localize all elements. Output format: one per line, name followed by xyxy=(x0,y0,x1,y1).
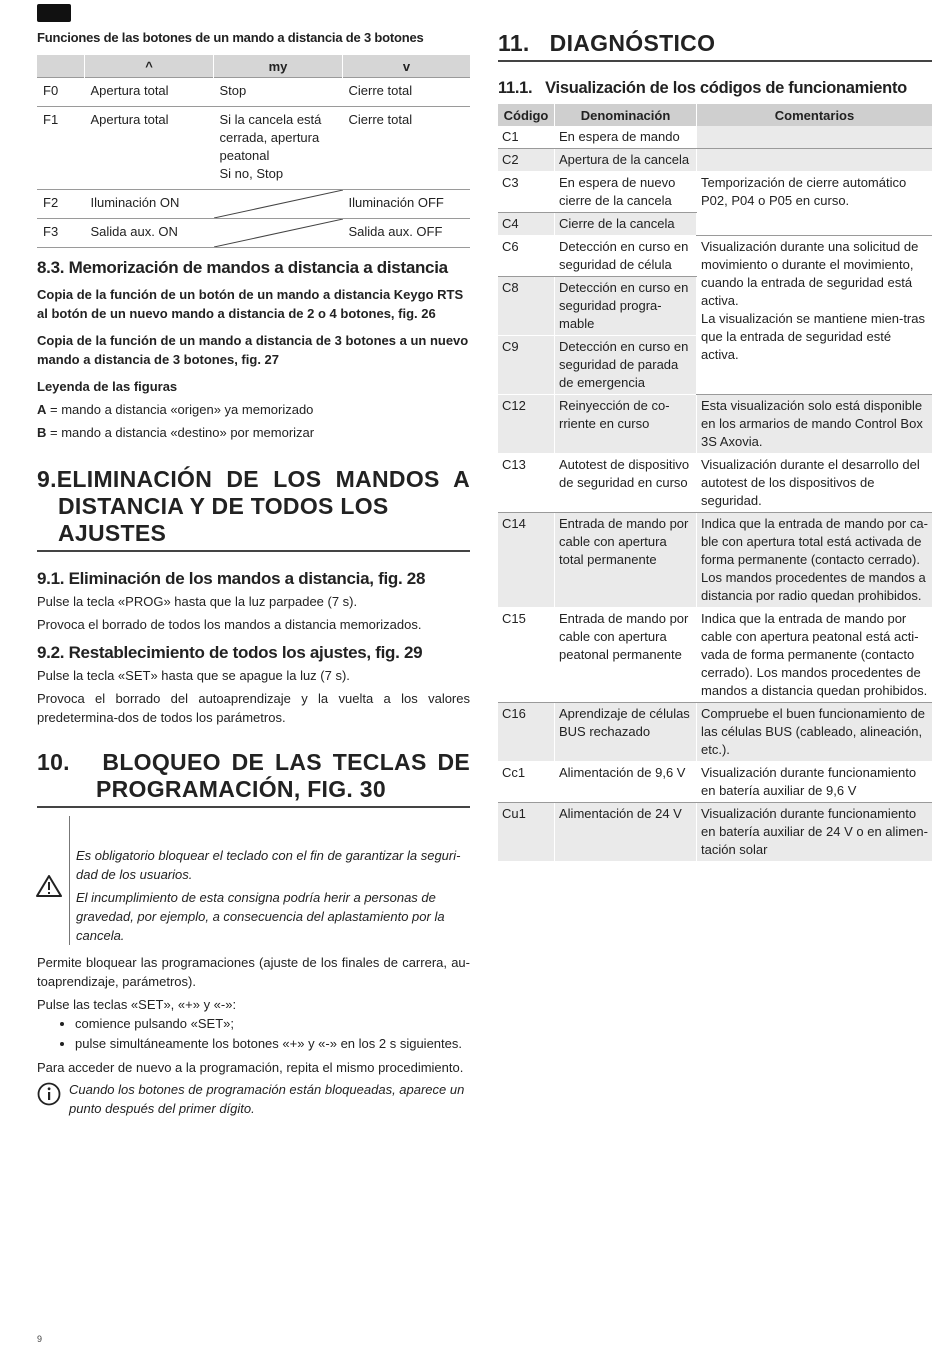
section-10-paragraph-3: Para acceder de nuevo a la programación, repita el mismo procedimiento. xyxy=(37,1060,464,1075)
function-code: F3 xyxy=(37,219,85,248)
legend-title: Leyenda de las figuras xyxy=(37,379,178,394)
table-row xyxy=(37,190,470,219)
warning-triangle-icon xyxy=(36,874,62,898)
language-tab xyxy=(37,4,71,22)
function-down: Iluminación OFF xyxy=(343,190,471,219)
function-table-header-up: ^ xyxy=(85,55,214,78)
diagnostic-table xyxy=(498,104,932,862)
list-item: • pulse simultáneamente los botones «+» y «-» en los 2 s siguientes. xyxy=(75,1034,470,1054)
section-11-title: 11. DIAGNÓSTICO xyxy=(498,30,932,62)
diagnostic-name: Entrada de mando por cable con apertura total permanente xyxy=(555,513,697,608)
table-row xyxy=(498,126,932,149)
diagnostic-name: Aprendizaje de células BUS rechazado xyxy=(555,703,697,762)
info-text: Cuando los botones de programación están bloqueadas, aparece un punto después del primer dígito. xyxy=(69,1082,465,1116)
legend-a xyxy=(37,400,470,419)
diagnostic-name: Reinyección de co-rriente en curso xyxy=(555,395,697,454)
table-row xyxy=(498,703,932,762)
table-row xyxy=(498,454,932,513)
warning-paragraph-1: Es obligatorio bloquear el teclado con el fin de garantizar la seguri-dad de los usuarios. xyxy=(76,848,461,882)
section-8-3-paragraph-2: Copia de la función de un mando a distancia de 3 botones a un nuevo mando a distancia de 3 botones, fig. 27 xyxy=(37,333,469,367)
info-note xyxy=(37,1080,470,1118)
diagnostic-header-code: Código xyxy=(498,104,555,126)
diagnostic-name: Cierre de la cancela xyxy=(555,213,697,236)
section-9-1-paragraph-1: Pulse la tecla «PROG» hasta que la luz parpadee (7 s). xyxy=(37,594,358,609)
function-table-header-code xyxy=(37,55,85,78)
diagnostic-comment: Esta visualización solo está disponible en los armarios de mando Control Box 3S Axovia. xyxy=(697,395,933,454)
diagnostic-code: C8 xyxy=(498,277,555,336)
diagnostic-comment: Compruebe el buen funcionamiento de las células BUS (cableado, alineación, etc.). xyxy=(697,703,933,762)
diagnostic-comment: Indica que la entrada de mando por ca-ble con apertura total está activada de forma permanente (contacto cerrado). Los mandos procedentes de mandos a distancia por radio quedan prohibidos. xyxy=(697,513,933,608)
function-code: F1 xyxy=(37,107,85,190)
function-table-header-down: v xyxy=(343,55,471,78)
diagnostic-name: Alimentación de 24 V xyxy=(555,803,697,862)
table-row xyxy=(37,219,470,248)
diagnostic-code: C15 xyxy=(498,608,555,703)
diagnostic-name: Detección en curso en seguridad progra-mable xyxy=(555,277,697,336)
function-code: F2 xyxy=(37,190,85,219)
page-number: 9 xyxy=(37,1334,43,1344)
function-up: Apertura total xyxy=(85,107,214,190)
table-row xyxy=(498,803,932,862)
function-my: Stop xyxy=(214,78,343,107)
section-10-title-line-1: 10. BLOQUEO DE LAS TECLAS DE xyxy=(37,749,470,775)
table-row xyxy=(498,172,932,213)
section-9-title-line-2: DISTANCIA Y DE TODOS LOS AJUSTES xyxy=(58,493,389,546)
diagnostic-comment xyxy=(697,149,933,172)
warning-box xyxy=(69,816,470,945)
legend-b xyxy=(37,423,470,442)
legend-b-text: = mando a distancia «destino» por memorizar xyxy=(46,425,315,440)
diagonal-strike xyxy=(214,190,343,218)
function-my-empty xyxy=(214,219,343,248)
function-down: Salida aux. OFF xyxy=(343,219,471,248)
diagnostic-comment: Indica que la entrada de mando por cable con apertura peatonal está acti-vada de forma permanente (contacto cerrado). Los mandos procedentes de mandos a distancia quedan prohibidos. xyxy=(697,608,933,703)
info-icon xyxy=(37,1082,61,1106)
table-row xyxy=(498,513,932,608)
function-up: Apertura total xyxy=(85,78,214,107)
table-row xyxy=(37,78,470,107)
diagnostic-name: Alimentación de 9,6 V xyxy=(555,762,697,803)
section-8-3-title: 8.3. Memorización de mandos a distancia a distancia xyxy=(37,258,448,277)
function-up: Salida aux. ON xyxy=(85,219,214,248)
diagnostic-name: Autotest de dispositivo de seguridad en curso xyxy=(555,454,697,513)
function-table-header-my: my xyxy=(214,55,343,78)
section-8-3-paragraph-1: Copia de la función de un botón de un mando a distancia Keygo RTS al botón de un nuevo mando a distancia de 2 o 4 botones, fig. 26 xyxy=(37,287,464,321)
diagnostic-comment xyxy=(697,126,933,149)
diagnostic-code: C14 xyxy=(498,513,555,608)
section-10-title-line-2: PROGRAMACIÓN, FIG. 30 xyxy=(96,776,386,802)
warning-paragraph-2: El incumplimiento de esta consigna podría herir a personas de gravedad, por ejemplo, a consecuencia del aplastamiento por la cancela. xyxy=(76,890,445,943)
diagnostic-name: En espera de nuevo cierre de la cancela xyxy=(555,172,697,213)
diagnostic-comment: Visualización durante funcionamiento en batería auxiliar de 24 V o en alimen-tación solar xyxy=(697,803,933,862)
legend-a-text: = mando a distancia «origen» ya memorizado xyxy=(46,402,314,417)
diagnostic-code: C13 xyxy=(498,454,555,513)
function-my-empty xyxy=(214,190,343,219)
diagnostic-code: C9 xyxy=(498,336,555,395)
diagnostic-name: Apertura de la cancela xyxy=(555,149,697,172)
list-item: • comience pulsando «SET»; xyxy=(75,1014,470,1034)
diagnostic-code: C12 xyxy=(498,395,555,454)
function-up: Iluminación ON xyxy=(85,190,214,219)
section-9-2-paragraph-1: Pulse la tecla «SET» hasta que se apague la luz (7 s). xyxy=(37,668,350,683)
left-column xyxy=(37,30,470,1118)
diagnostic-code: C16 xyxy=(498,703,555,762)
diagnostic-comment: Visualización durante el desarrollo del autotest de los dispositivos de seguridad. xyxy=(697,454,933,513)
function-table-caption: Funciones de las botones de un mando a distancia de 3 botones xyxy=(37,30,424,45)
diagnostic-code: C1 xyxy=(498,126,555,149)
table-row xyxy=(498,395,932,454)
table-row xyxy=(37,107,470,190)
legend-a-key: A xyxy=(37,402,47,417)
diagnostic-code: C2 xyxy=(498,149,555,172)
table-row xyxy=(498,149,932,172)
diagnostic-comment: Visualización durante funcionamiento en batería auxiliar de 9,6 V xyxy=(697,762,933,803)
section-9-1-paragraph-2: Provoca el borrado de todos los mandos a distancia memorizados. xyxy=(37,617,422,632)
section-10-title xyxy=(37,749,470,808)
section-9-2-paragraph-2: Provoca el borrado del autoaprendizaje y la vuelta a los valores predetermina-dos de todos los parámetros. xyxy=(37,691,470,725)
diagnostic-comment-c6-c9: Visualización durante una solicitud de movimiento o durante el movimiento, cuando la entrada de seguridad está activa. La visualización se mantiene mien-tras que la entrada de seguridad esté activa. xyxy=(697,236,933,395)
section-9-2-title: 9.2. Restablecimiento de todos los ajustes, fig. 29 xyxy=(37,643,423,662)
diagnostic-code: C3 xyxy=(498,172,555,213)
diagnostic-header-name: Denominación xyxy=(555,104,697,126)
function-code: F0 xyxy=(37,78,85,107)
function-down: Cierre total xyxy=(343,78,471,107)
diagnostic-code: Cu1 xyxy=(498,803,555,862)
section-11-1-title: 11.1. Visualización de los códigos de funcionamiento xyxy=(498,79,907,97)
legend-b-key: B xyxy=(37,425,47,440)
function-down: Cierre total xyxy=(343,107,471,190)
section-10-paragraph-2: Pulse las teclas «SET», «+» y «-»: xyxy=(37,997,237,1012)
section-10-bullets xyxy=(37,1014,470,1054)
diagnostic-code: C6 xyxy=(498,236,555,277)
section-9-title-line-1: 9.ELIMINACIÓN DE LOS MANDOS A xyxy=(37,466,470,492)
diagnostic-comment-c3: Temporización de cierre automático P02, P04 o P05 en curso. xyxy=(697,172,933,236)
table-row xyxy=(498,762,932,803)
function-table xyxy=(37,55,470,248)
section-9-1-title: 9.1. Eliminación de los mandos a distancia, fig. 28 xyxy=(37,569,426,588)
function-my: Si la cancela está cerrada, apertura peatonal Si no, Stop xyxy=(214,107,343,190)
diagnostic-name: Detección en curso en seguridad de célula xyxy=(555,236,697,277)
section-9-title xyxy=(37,466,470,552)
section-10-paragraph-1: Permite bloquear las programaciones (ajuste de los finales de carrera, au-toaprendizaje, parámetros). xyxy=(37,955,470,989)
diagonal-strike xyxy=(214,219,343,247)
diagnostic-name: Entrada de mando por cable con apertura peatonal permanente xyxy=(555,608,697,703)
table-row xyxy=(498,608,932,703)
diagnostic-header-comment: Comentarios xyxy=(697,104,933,126)
diagnostic-code: C4 xyxy=(498,213,555,236)
table-row xyxy=(498,236,932,277)
diagnostic-code: Cc1 xyxy=(498,762,555,803)
diagnostic-name: En espera de mando xyxy=(555,126,697,149)
diagnostic-name: Detección en curso en seguridad de parada de emergencia xyxy=(555,336,697,395)
right-column xyxy=(498,30,932,862)
